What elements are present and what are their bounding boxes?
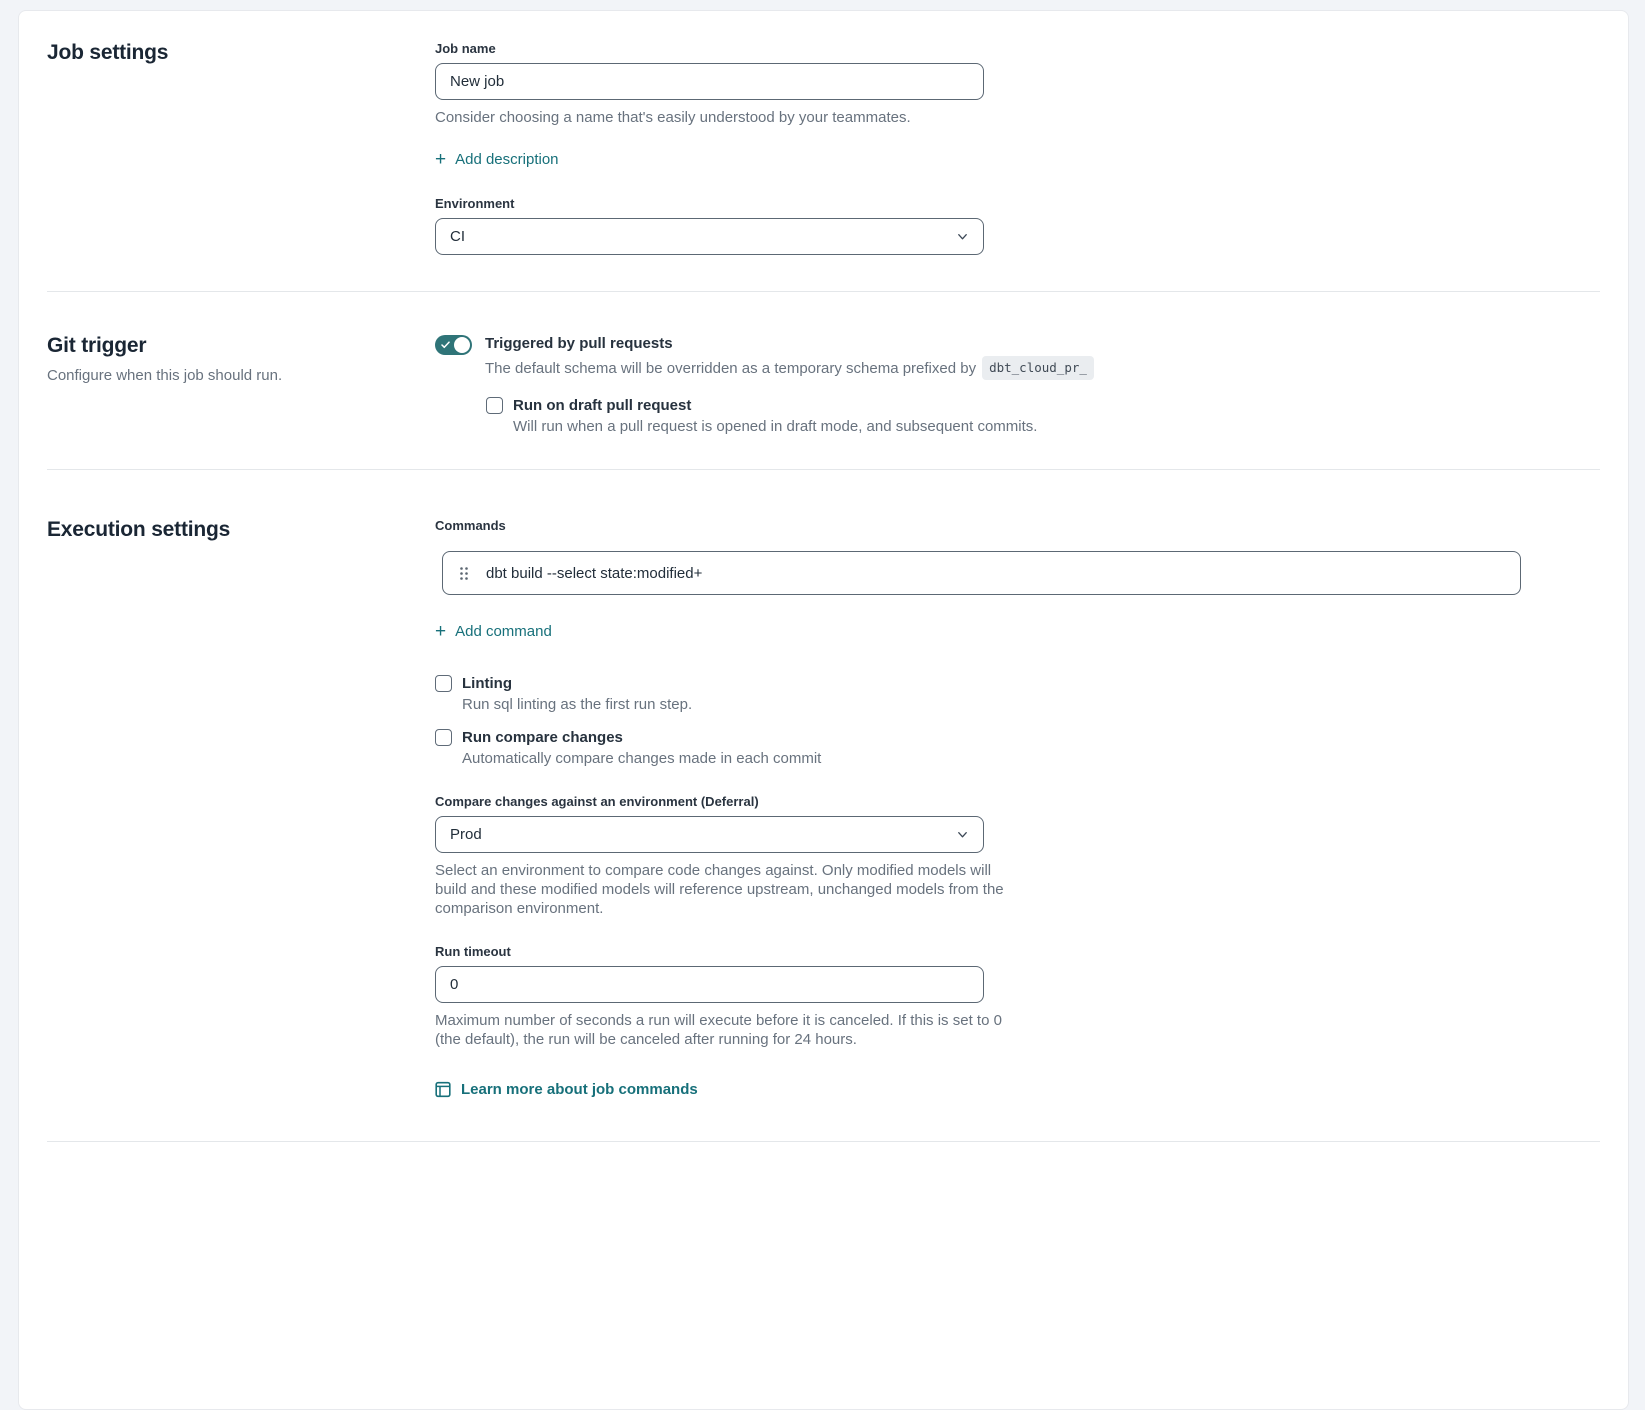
- chevron-down-icon: [956, 230, 969, 243]
- execution-settings-title: Execution settings: [47, 518, 231, 541]
- drag-handle-icon[interactable]: [459, 566, 469, 581]
- add-command-button[interactable]: [435, 621, 552, 642]
- job-settings-card: [18, 10, 1629, 1410]
- section-divider: [47, 1141, 1600, 1142]
- run-timeout-description: Maximum number of seconds a run will execute before it is canceled. If this is set to 0 (the default), the run will be canceled after running for 24 hours.: [435, 1012, 1002, 1048]
- pr-toggle-description-text: The default schema will be overridden as a temporary schema prefixed by: [485, 359, 977, 377]
- run-on-draft-pr-label: Run on draft pull request: [513, 397, 692, 414]
- chevron-down-icon: [956, 828, 969, 841]
- job-settings-section: [19, 11, 1628, 291]
- learn-more-label: Learn more about job commands: [461, 1081, 698, 1098]
- execution-settings-section: [19, 470, 1628, 1141]
- plus-icon: +: [435, 148, 447, 170]
- run-timeout-input[interactable]: [435, 966, 984, 1003]
- pull-request-trigger-toggle[interactable]: [435, 335, 472, 355]
- commands-label: Commands: [435, 518, 506, 533]
- job-name-input[interactable]: [435, 63, 984, 100]
- add-command-label: Add command: [455, 623, 552, 640]
- command-row[interactable]: [442, 551, 1521, 595]
- git-trigger-title: Git trigger: [47, 334, 147, 357]
- toggle-knob: [454, 337, 470, 353]
- run-on-draft-pr-checkbox[interactable]: [486, 397, 503, 414]
- run-on-draft-pr-description: Will run when a pull request is opened in draft mode, and subsequent commits.: [513, 418, 1038, 435]
- pr-toggle-label: Triggered by pull requests: [485, 335, 673, 352]
- deferral-environment-select[interactable]: [435, 816, 984, 853]
- pr-toggle-description: [485, 356, 1094, 380]
- plus-icon: +: [435, 620, 447, 642]
- command-input[interactable]: dbt build --select state:modified+: [486, 564, 703, 582]
- check-icon: [441, 341, 450, 349]
- environment-selected-value: CI: [450, 228, 465, 245]
- add-description-button[interactable]: [435, 149, 559, 170]
- job-name-label: Job name: [435, 41, 496, 56]
- git-trigger-section: [19, 292, 1628, 469]
- environment-label: Environment: [435, 196, 515, 211]
- linting-label: Linting: [462, 675, 512, 692]
- learn-more-link[interactable]: [435, 1079, 698, 1100]
- run-compare-changes-label: Run compare changes: [462, 729, 623, 746]
- git-trigger-subtitle: Configure when this job should run.: [47, 367, 283, 384]
- linting-description: Run sql linting as the first run step.: [462, 696, 693, 713]
- book-icon: [435, 1081, 451, 1098]
- job-name-help-text: Consider choosing a name that's easily understood by your teammates.: [435, 109, 911, 126]
- job-settings-title: Job settings: [47, 41, 169, 64]
- deferral-selected-value: Prod: [450, 826, 482, 843]
- deferral-label: Compare changes against an environment (Deferral): [435, 794, 759, 809]
- environment-select[interactable]: [435, 218, 984, 255]
- run-compare-changes-description: Automatically compare changes made in each commit: [462, 750, 822, 767]
- run-compare-changes-checkbox[interactable]: [435, 729, 452, 746]
- deferral-description: Select an environment to compare code changes against. Only modified models will build and these modified models will reference upstream, unchanged models from the comparison environment.: [435, 862, 1004, 917]
- linting-checkbox[interactable]: [435, 675, 452, 692]
- add-description-label: Add description: [455, 151, 559, 168]
- schema-prefix-code: dbt_cloud_pr_: [982, 356, 1094, 380]
- run-timeout-label: Run timeout: [435, 944, 511, 959]
